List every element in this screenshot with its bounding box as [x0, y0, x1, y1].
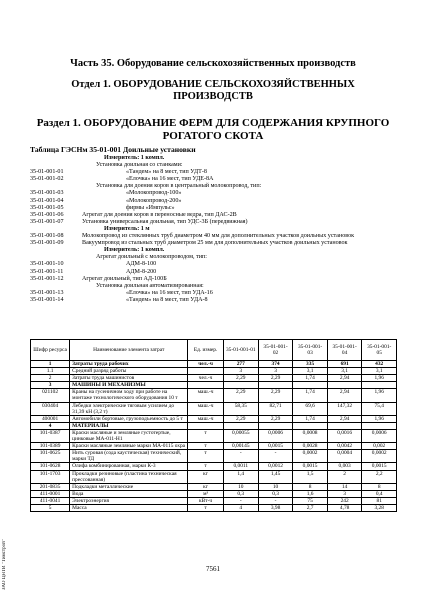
table-cell [223, 422, 258, 429]
table-cell: 1,6 [293, 490, 328, 497]
item-code: 35-01-001-03 [30, 190, 64, 197]
item-list [30, 155, 400, 304]
table-cell: Краны на гусеничном ходу при работе на монтаже технологического оборудования 10 т [70, 389, 188, 402]
table-cell: 2,29 [258, 389, 293, 402]
table-cell: 81 [362, 497, 397, 504]
table-row [31, 375, 397, 382]
table-cell: 0,0004 [327, 450, 362, 463]
list-item [30, 290, 400, 297]
table-cell: 3 [258, 368, 293, 375]
table-cell: Электроэнергия [70, 497, 188, 504]
table-cell: 3 [327, 490, 362, 497]
table-cell: 021102 [31, 389, 70, 402]
table-cell [188, 382, 223, 389]
table-cell: 0,0002 [362, 450, 397, 463]
table-cell: - [258, 497, 293, 504]
table-cell: 1,74 [293, 375, 328, 382]
item-code: 35-01-001-07 [30, 218, 64, 225]
table-cell: маш.-ч [188, 389, 223, 402]
table-row [31, 389, 397, 402]
table-header-row [31, 340, 397, 361]
table-cell [362, 422, 397, 429]
side-stamp: ЗАО ЦНТИ "Тимстрой" [2, 539, 7, 590]
table-cell: 0,002 [362, 443, 397, 450]
table-cell: 0,3 [258, 490, 293, 497]
item-text: фирмы «Импульс» [126, 204, 175, 211]
table-cell: - [223, 450, 258, 463]
item-text: «Елочка» на 16 мест, тип УДЕ-8А [126, 176, 214, 183]
table-cell: Затраты труда машинистов [70, 375, 188, 382]
table-cell: Краски масляные и земляные густотертые, цинковые МА-011-Н1 [70, 429, 188, 442]
table-cell: 411-0041 [31, 497, 70, 504]
table-cell: 030404 [31, 402, 70, 415]
column-header: 35-01-001-03 [293, 340, 328, 361]
table-cell: 0,0015 [258, 443, 293, 450]
page-number: 7561 [206, 565, 220, 573]
table-cell: 432 [362, 361, 397, 368]
item-code [30, 247, 82, 254]
item-text: АДМ-8-200 [126, 268, 157, 275]
list-item [30, 183, 400, 190]
table-cell: 277 [223, 361, 258, 368]
table-cell: 1,96 [362, 375, 397, 382]
table-cell: Автомобили бортовые, грузоподъемность до 5 т [70, 415, 188, 422]
table-cell: 2,29 [258, 415, 293, 422]
item-code [30, 155, 82, 162]
column-header: Наименование элемента затрат [70, 340, 188, 361]
table-cell: 101-1703 [31, 470, 70, 483]
resource-table [30, 339, 397, 512]
table-cell: 75,4 [362, 402, 397, 415]
table-cell: 2,7 [293, 504, 328, 511]
table-cell: 4 [31, 422, 70, 429]
table-cell: 1,5 [293, 470, 328, 483]
table-cell: Краски масляные земляные марки МА-0115 охра [70, 443, 188, 450]
item-code: 35-01-001-05 [30, 204, 64, 211]
table-cell: 400001 [31, 415, 70, 422]
list-item [30, 254, 400, 261]
item-text: Измеритель: 1 м [104, 225, 150, 232]
table-cell: 0,00145 [223, 443, 258, 450]
table-cell: 82,71 [258, 402, 293, 415]
table-cell: 8 [293, 483, 328, 490]
item-text: Установка доильная автоматизированная: [96, 282, 204, 289]
table-row [31, 361, 397, 368]
table-cell: 2,94 [327, 415, 362, 422]
section-title: Раздел 1. ОБОРУДОВАНИЕ ФЕРМ ДЛЯ СОДЕРЖАНИЯ КРУПНОГО РОГАТОГО СКОТА [36, 117, 390, 142]
table-cell: 2,2 [362, 470, 397, 483]
list-item [30, 247, 400, 254]
table-body [31, 361, 397, 512]
table-cell: 101-0387 [31, 429, 70, 442]
item-code: 35-01-001-04 [30, 197, 64, 204]
table-cell: 411-0001 [31, 490, 70, 497]
item-code: 35-01-001-06 [30, 211, 64, 218]
table-cell: 1,74 [293, 389, 328, 402]
item-text: Вакуумпровод из стальных труб диаметром 25 мм для дополнительных участков доильных установок [82, 240, 348, 247]
item-code: 35-01-001-13 [30, 289, 64, 296]
item-text: Агрегат доильный с молокопроводом, тип: [96, 254, 207, 261]
dept-title: Отдел 1. ОБОРУДОВАНИЕ СЕЛЬСКОХОЗЯЙСТВЕННЫХ ПРОИЗВОДСТВ [71, 79, 355, 102]
item-text: Молокопровод из стеклянных труб диаметром 40 мм для дополнительных участков доильных установок [82, 233, 355, 240]
table-cell: т [188, 504, 223, 511]
table-cell: 2 [31, 375, 70, 382]
item-text: Измеритель: 1 компл. [104, 247, 165, 254]
table-row [31, 483, 397, 490]
table-cell: 1,96 [362, 389, 397, 402]
table-cell: 3,28 [362, 504, 397, 511]
table-row [31, 368, 397, 375]
table-cell: 2,94 [327, 375, 362, 382]
table-cell: т [188, 429, 223, 442]
table-cell: 1,74 [293, 415, 328, 422]
table-cell: чел.-ч [188, 361, 223, 368]
table-row [31, 504, 397, 511]
table-cell: Затраты труда рабочих [70, 361, 188, 368]
table-cell: - [223, 497, 258, 504]
table-cell: 0,0006 [258, 429, 293, 442]
table-cell: 3,1 [293, 368, 328, 375]
table-cell: Подкладки металлические [70, 483, 188, 490]
column-header: Ед. измер. [188, 340, 223, 361]
item-code: 35-01-001-01 [30, 169, 64, 176]
table-cell: маш.-ч [188, 415, 223, 422]
table-cell: 3 [223, 368, 258, 375]
column-header: 35-01-001-05 [362, 340, 397, 361]
item-code: 35-01-001-12 [30, 275, 64, 282]
list-item [30, 269, 400, 276]
list-item [30, 261, 400, 268]
table-cell: Прокладки резиновые (пластина техническая прессованная) [70, 470, 188, 483]
table-cell [293, 382, 328, 389]
item-text: «Тандем» на 8 мест, тип УДТ-8 [126, 169, 207, 176]
table-row [31, 415, 397, 422]
item-text: «Молокопровод-100» [126, 190, 182, 197]
item-text: Установка универсальная доильная, тип УДС-3Б (передвижная) [82, 218, 248, 225]
table-row [31, 497, 397, 504]
item-code: 35-01-001-14 [30, 296, 64, 303]
table-cell: 2,29 [223, 375, 258, 382]
column-header: 35-01-001-04 [327, 340, 362, 361]
item-code [30, 162, 82, 169]
item-text: Установка доильная со станками: [96, 162, 183, 169]
table-cell: Нить суровая (сода каустическая) технический, марки ТД [70, 450, 188, 463]
table-cell: 3 [31, 382, 70, 389]
table-cell: маш.-ч [188, 402, 223, 415]
table-row [31, 463, 397, 470]
list-item [30, 276, 400, 283]
table-cell: 58,35 [223, 402, 258, 415]
list-item [30, 297, 400, 304]
table-cell: 101-0628 [31, 463, 70, 470]
table-cell [327, 422, 362, 429]
list-item [30, 226, 400, 233]
table-cell: 5 [31, 504, 70, 511]
table-cell: 147,32 [327, 402, 362, 415]
table-cell: 0,0012 [258, 463, 293, 470]
table-cell: 0,3 [223, 490, 258, 497]
list-item [30, 219, 400, 226]
table-cell: МАТЕРИАЛЫ [70, 422, 188, 429]
table-cell: м³ [188, 490, 223, 497]
table-cell: 0,003 [327, 463, 362, 470]
table-cell: 4,78 [327, 504, 362, 511]
table-cell: кг [188, 483, 223, 490]
table-cell: 2,94 [327, 389, 362, 402]
item-code [30, 254, 82, 261]
list-item [30, 162, 400, 169]
table-cell: 1 [31, 361, 70, 368]
table-cell: 691 [327, 361, 362, 368]
list-item [30, 205, 400, 212]
item-text: АДМ-8-100 [126, 261, 157, 268]
table-cell: 0,4 [362, 490, 397, 497]
item-text: Установка для доения коров в центральный молокопровод, тип: [96, 183, 262, 190]
table-cell: 0,0028 [293, 443, 328, 450]
column-header: Шифр ресурса [31, 340, 70, 361]
table-cell: 242 [327, 497, 362, 504]
table-cell: 69,6 [293, 402, 328, 415]
table-cell: 0,0015 [362, 463, 397, 470]
table-row [31, 450, 397, 463]
item-code: 35-01-001-09 [30, 240, 64, 247]
item-code: 35-01-001-11 [30, 268, 64, 275]
item-code: 35-01-001-02 [30, 176, 64, 183]
table-row [31, 382, 397, 389]
table-cell: 10 [223, 483, 258, 490]
table-cell [258, 382, 293, 389]
table-cell: Олифа комбинированная, марки К-3 [70, 463, 188, 470]
item-code [30, 183, 82, 190]
list-item [30, 212, 400, 219]
table-row [31, 490, 397, 497]
list-item [30, 198, 400, 205]
column-header: 35-01-001-01 [223, 340, 258, 361]
item-text: «Молокопровод-200» [126, 197, 182, 204]
table-row [31, 429, 397, 442]
table-cell: МАШИНЫ И МЕХАНИЗМЫ [70, 382, 188, 389]
table-cell: 0,0042 [327, 443, 362, 450]
table-cell: 3,1 [327, 368, 362, 375]
column-header: 35-01-001-02 [258, 340, 293, 361]
table-cell [362, 382, 397, 389]
table-cell: 201-0835 [31, 483, 70, 490]
table-cell: 0,0016 [327, 429, 362, 442]
table-cell: 1,45 [258, 470, 293, 483]
table-cell: 0,0015 [293, 463, 328, 470]
item-text: «Тандем» на 8 мест, тип УДА-8 [126, 296, 208, 303]
table-cell [188, 422, 223, 429]
table-row [31, 443, 397, 450]
table-cell: 1,96 [362, 415, 397, 422]
table-cell [223, 382, 258, 389]
table-row [31, 402, 397, 415]
list-item [30, 190, 400, 197]
table-cell: 0,0008 [293, 429, 328, 442]
item-text: Агрегат для доения коров в переносные ведра, тип ДАС-2В [82, 211, 237, 218]
item-code [30, 283, 82, 290]
table-cell: 8 [362, 483, 397, 490]
table-cell: 1.1 [31, 368, 70, 375]
item-code: 35-01-001-10 [30, 261, 64, 268]
table-title: Таблица ГЭСНм 35-01-001 Доильные установки [30, 145, 196, 154]
item-code [30, 226, 82, 233]
list-item [30, 240, 400, 247]
table-cell: - [258, 450, 293, 463]
table-cell: 0,0011 [223, 463, 258, 470]
table-cell: 3,98 [258, 504, 293, 511]
table-cell: 101-0389 [31, 443, 70, 450]
table-cell: 0,0002 [293, 450, 328, 463]
table-cell: 3,1 [362, 368, 397, 375]
list-item [30, 169, 400, 176]
table-cell [188, 368, 223, 375]
table-cell: 2,29 [223, 389, 258, 402]
item-text: Измеритель: 1 компл. [104, 155, 165, 161]
table-cell: Вода [70, 490, 188, 497]
table-cell: 335 [293, 361, 328, 368]
table-cell: 0,0006 [362, 429, 397, 442]
table-cell: кВт-ч [188, 497, 223, 504]
table-cell: 1,4 [223, 470, 258, 483]
table-cell: 2,29 [223, 415, 258, 422]
table-cell: 2,29 [258, 375, 293, 382]
table-cell: Лебедки электрические тяговым усилием до 31,39 кН (3,2 т) [70, 402, 188, 415]
item-text: «Елочка» на 16 мест, тип УДА-16 [126, 289, 213, 296]
table-cell: 14 [327, 483, 362, 490]
table-row [31, 470, 397, 483]
table-cell: 75 [293, 497, 328, 504]
table-cell: чел.-ч [188, 375, 223, 382]
table-cell [293, 422, 328, 429]
table-cell: т [188, 443, 223, 450]
table-cell: Масса [70, 504, 188, 511]
list-item [30, 155, 400, 162]
table-cell: 374 [258, 361, 293, 368]
table-cell: 4 [223, 504, 258, 511]
table-cell: т [188, 463, 223, 470]
table-cell: кг [188, 470, 223, 483]
table-row [31, 422, 397, 429]
table-cell: 10 [258, 483, 293, 490]
part-title: Часть 35. Оборудование сельскохозяйственных производств [70, 58, 356, 69]
table-cell: 101-0625 [31, 450, 70, 463]
table-cell: 2 [327, 470, 362, 483]
list-item [30, 283, 400, 290]
item-text: Агрегат доильный, тип АД-100Б [82, 275, 167, 282]
item-code: 35-01-001-08 [30, 233, 64, 240]
table-cell: т [188, 450, 223, 463]
table-cell [258, 422, 293, 429]
table-cell [327, 382, 362, 389]
table-cell: Средний разряд работы [70, 368, 188, 375]
table-cell: 0,00055 [223, 429, 258, 442]
